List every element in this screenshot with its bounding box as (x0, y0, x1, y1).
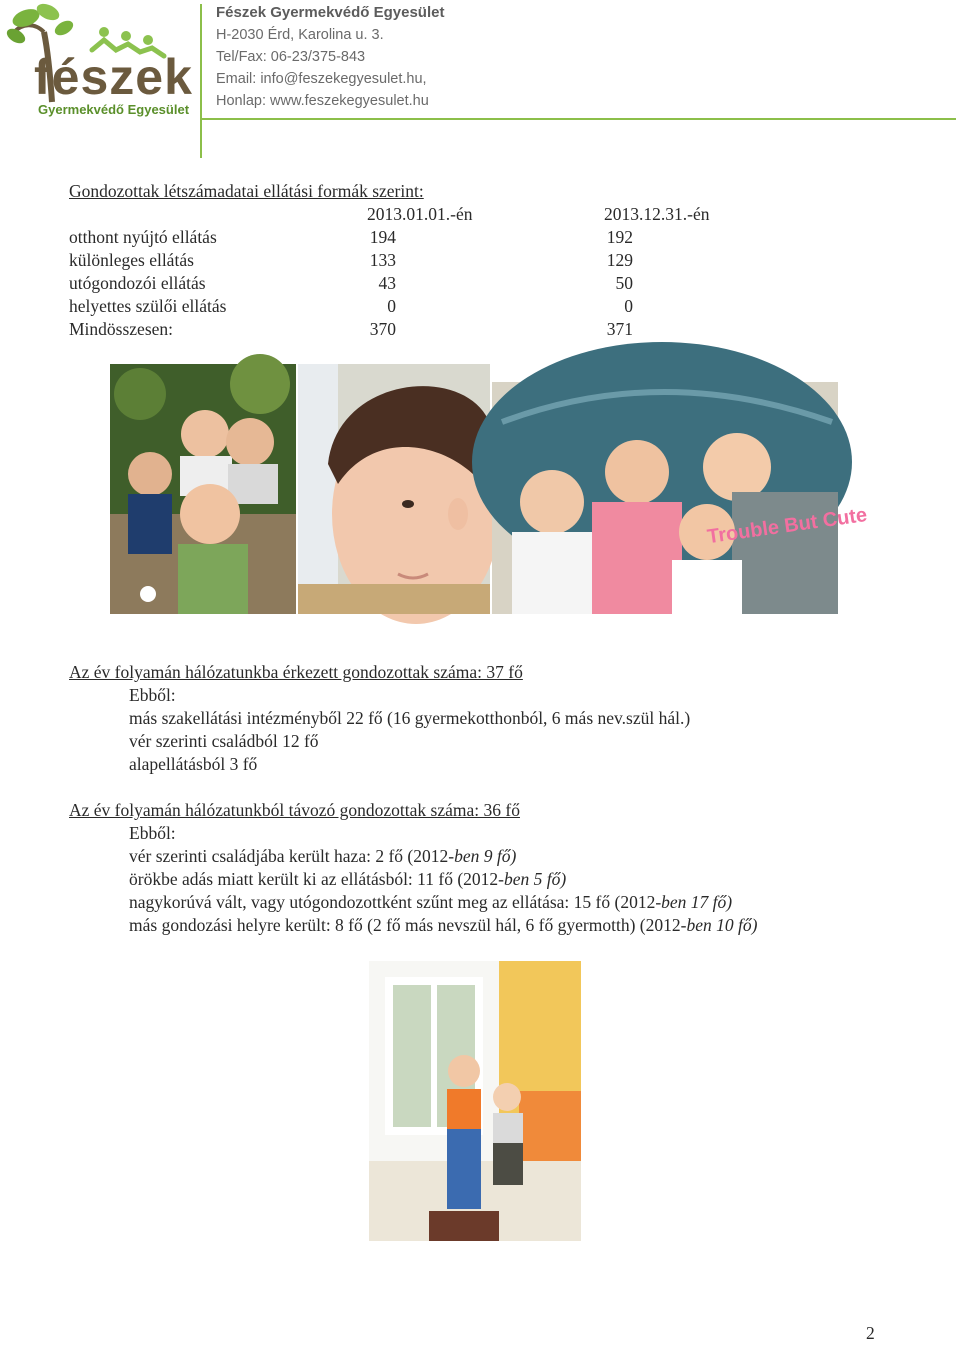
organization-email: Email: info@feszekegyesulet.hu, (216, 71, 427, 87)
photo-girl-closeup (298, 364, 490, 614)
outgoing-line-prev-year: ben 17 fő) (661, 892, 733, 912)
stats-row-label: helyettes szülői ellátás (69, 296, 227, 316)
incoming-line: alapellátásból 3 fő (129, 754, 258, 774)
stats-row-value-end: 192 (606, 227, 633, 247)
incoming-line: más szakellátási intézményből 22 fő (16 gyermekotthonból, 6 más nev.szül hál.) (129, 708, 691, 728)
incoming-ebbol-label: Ebből: (129, 685, 176, 705)
stats-row-value-start: 133 (369, 250, 396, 270)
outgoing-line (129, 868, 566, 891)
photo-girls-on-swing (492, 382, 869, 614)
shirt-text: Trouble But Cute (705, 503, 869, 549)
logo-wordmark: fészek (34, 49, 193, 105)
organization-logo (4, 2, 194, 120)
stats-row-value-start: 194 (369, 227, 396, 247)
stats-row-value-end: 0 (624, 296, 633, 316)
stats-row-label: utógondozói ellátás (69, 273, 206, 293)
incoming-line: vér szerinti családból 12 fő (129, 731, 319, 751)
stats-row-value-start: 0 (387, 296, 396, 316)
organization-address: H-2030 Érd, Karolina u. 3. (216, 27, 384, 43)
outgoing-line-prev-year: ben 9 fő) (454, 846, 517, 866)
incoming-title: Az év folyamán hálózatunkba érkezett gondozottak száma: 37 fő (69, 662, 523, 682)
stats-col2-header: 2013.12.31.-én (604, 204, 710, 224)
outgoing-line-prev-year: ben 10 fő) (686, 915, 758, 935)
header-horizontal-rule (201, 118, 956, 120)
outgoing-line-prev-year: ben 5 fő) (504, 869, 567, 889)
outgoing-line (129, 845, 516, 868)
organization-contact-block (216, 2, 444, 112)
stats-total-label: Mindösszesen: (69, 319, 174, 339)
header-vertical-rule (200, 4, 202, 158)
organization-name: Fészek Gyermekvédő Egyesület (216, 4, 445, 21)
stats-row-label: különleges ellátás (69, 250, 194, 270)
stats-col1-header: 2013.01.01.-én (367, 204, 473, 224)
photo-toddlers-at-door (369, 961, 581, 1241)
stats-row-value-end: 129 (606, 250, 633, 270)
organization-website: Honlap: www.feszekegyesulet.hu (216, 93, 429, 109)
stats-total-end: 371 (606, 319, 633, 339)
organization-phone: Tel/Fax: 06-23/375-843 (216, 49, 366, 65)
outgoing-ebbol-label: Ebből: (129, 823, 176, 843)
outgoing-line-text: más gondozási helyre került: 8 fő (2 fő más nevszül hál, 6 fő gyermotth) (2012- (129, 915, 687, 935)
stats-title: Gondozottak létszámadatai ellátási formák szerint: (69, 181, 424, 201)
outgoing-line-text: vér szerinti családjába került haza: 2 fő (2012- (129, 846, 455, 866)
photo-group-of-children (110, 364, 296, 614)
page-number: 2 (866, 1323, 875, 1343)
outgoing-line (129, 891, 732, 914)
stats-row-label: otthont nyújtó ellátás (69, 227, 217, 247)
logo-subtitle: Gyermekvédő Egyesület (38, 102, 190, 117)
outgoing-line-text: nagykorúvá vált, vagy utógondozottként szűnt meg az ellátása: 15 fő (2012- (129, 892, 662, 912)
stats-row-value-start: 43 (378, 273, 396, 293)
outgoing-line (129, 914, 757, 937)
outgoing-title: Az év folyamán hálózatunkból távozó gondozottak száma: 36 fő (69, 800, 520, 820)
outgoing-line-text: örökbe adás miatt került ki az ellátásból: 11 fő (2012- (129, 869, 505, 889)
stats-total-start: 370 (369, 319, 396, 339)
stats-row-value-end: 50 (615, 273, 633, 293)
